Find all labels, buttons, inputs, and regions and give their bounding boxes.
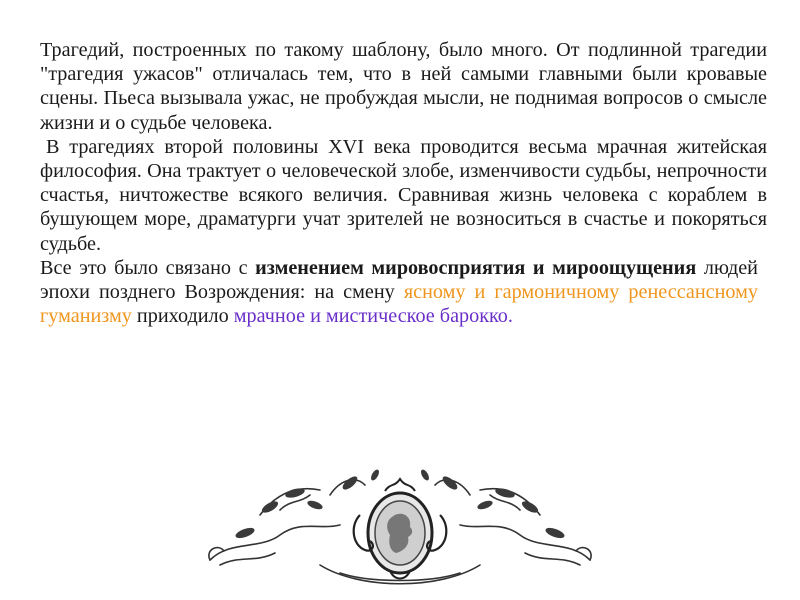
left-scroll	[210, 525, 340, 560]
paragraph-3-part1: Все это было связано с	[40, 256, 256, 279]
right-scroll	[460, 525, 590, 560]
purple-phrase: мрачное и мистическое барокко.	[233, 305, 513, 328]
paragraph-3-part2: людей эпохи позднего Возрождения: на смену	[40, 256, 758, 304]
bold-phrase: изменением мировосприятия и мироощущения	[255, 256, 697, 279]
medallion	[368, 479, 432, 579]
slide-text	[40, 38, 767, 328]
paragraph-3-part3: приходило	[131, 305, 234, 328]
paragraph-3	[40, 256, 758, 329]
paragraph-1: Трагедий, построенных по такому шаблону, было много. От подлинной трагедии "трагедия ужасов" отличалась тем, что в ней самыми главными были кровавые сцены. Пьеса вызывала ужас, не пробуждая мысли, не поднимая вопросов о смысле жизни и о судьбе человека.	[40, 39, 767, 134]
paragraph-2: В трагедиях второй половины XVI века проводится весьма мрачная житейская философия. Она трактует о человеческой злобе, изменчивости судьбы, непрочности счастья, ничтожестве всякого величия. Сравнивая жизнь человека с кораблем в бушующем море, драматурги учат зрителей не возноситься в счастье и покоряться судьбе.	[40, 135, 767, 255]
baroque-cartouche-ornament-icon	[200, 455, 600, 595]
orange-phrase: ясному и гармоничному ренессансному гуманизму	[40, 281, 759, 328]
